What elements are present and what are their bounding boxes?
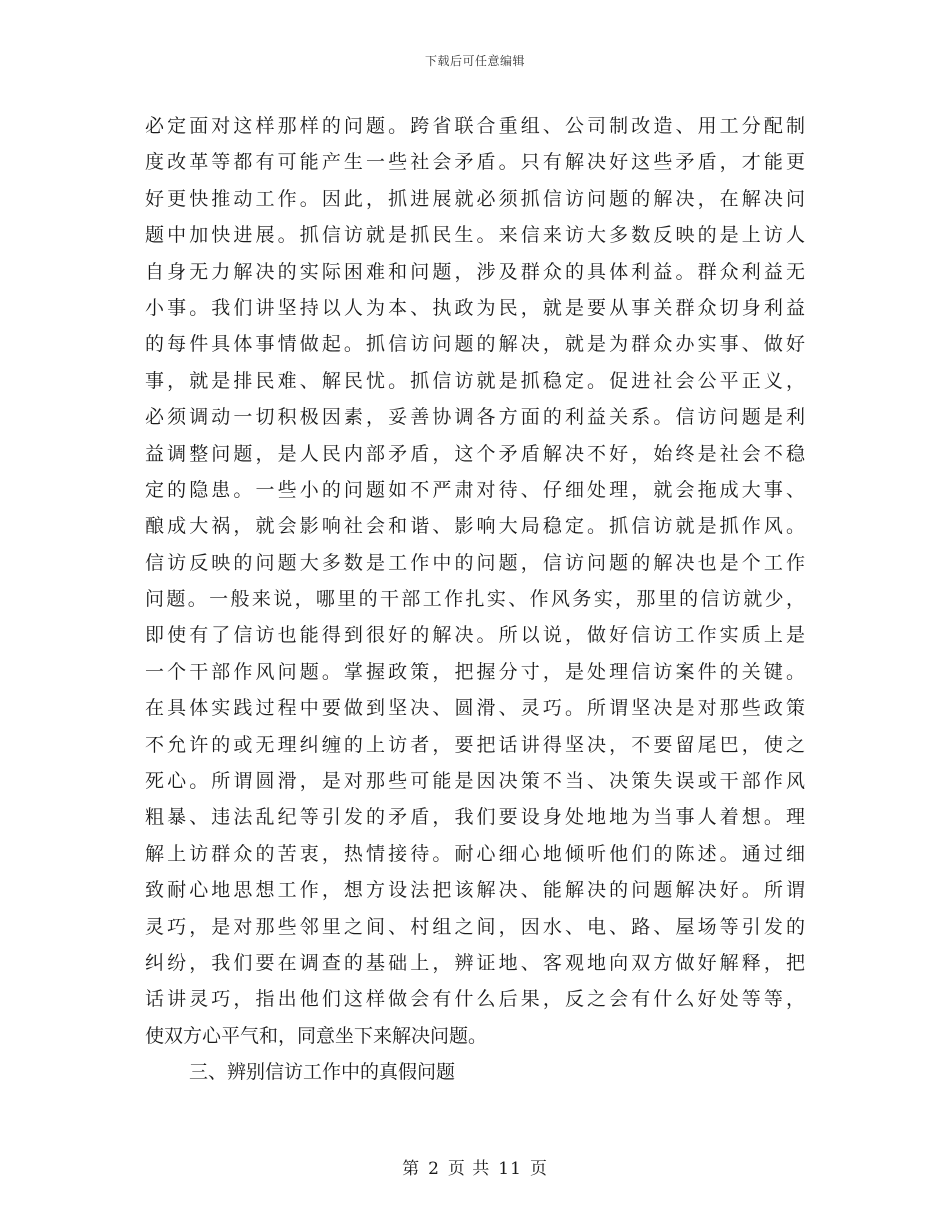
paragraph-line: 题中加快进展。抓信访就是抓民生。来信来访大多数反映的是上访人 xyxy=(145,224,805,247)
paragraph-line: 定的隐患。一些小的问题如不严肃对待、仔细处理，就会拖成大事、 xyxy=(145,478,805,501)
page-footer xyxy=(0,1154,950,1179)
paragraph-line: 事，就是排民难、解民忧。抓信访就是抓稳定。促进社会公平正义， xyxy=(145,369,805,392)
paragraph-line: 话讲灵巧，指出他们这样做会有什么后果，反之会有什么好处等等， xyxy=(145,988,805,1011)
paragraph-line: 好更快推动工作。因此，抓进展就必须抓信访问题的解决，在解决问 xyxy=(145,187,805,210)
paragraph-line: 即使有了信访也能得到很好的解决。所以说，做好信访工作实质上是 xyxy=(145,624,805,647)
document-body xyxy=(145,108,805,1091)
paragraph-line: 度改革等都有可能产生一些社会矛盾。只有解决好这些矛盾，才能更 xyxy=(145,151,805,174)
paragraph-line: 必定面对这样那样的问题。跨省联合重组、公司制改造、用工分配制 xyxy=(145,115,805,137)
paragraph-line: 粗暴、违法乱纪等引发的矛盾，我们要设身处地地为当事人着想。理 xyxy=(145,806,805,829)
paragraph-line: 死心。所谓圆滑，是对那些可能是因决策不当、决策失误或干部作风 xyxy=(145,770,805,793)
paragraph-line: 致耐心地思想工作，想方设法把该解决、能解决的问题解决好。所谓 xyxy=(145,879,805,902)
paragraph-line: 的每件具体事情做起。抓信访问题的解决，就是为群众办实事、做好 xyxy=(145,333,805,356)
paragraph-line: 一个干部作风问题。掌握政策，把握分寸，是处理信访案件的关键。 xyxy=(145,660,805,683)
paragraph-line: 解上访群众的苦衷，热情接待。耐心细心地倾听他们的陈述。通过细 xyxy=(145,842,805,865)
page-number: 2 xyxy=(428,1159,440,1179)
paragraph-line: 在具体实践过程中要做到坚决、圆滑、灵巧。所谓坚决是对那些政策 xyxy=(145,697,805,720)
paragraph-line: 问题。一般来说，哪里的干部工作扎实、作风务实，那里的信访就少， xyxy=(145,588,805,611)
paragraph-line: 小事。我们讲坚持以人为本、执政为民，就是要从事关群众切身利益 xyxy=(145,296,805,319)
paragraph-line: 不允许的或无理纠缠的上访者，要把话讲得坚决，不要留尾巴，使之 xyxy=(145,733,805,756)
paragraph-line: 自身无力解决的实际困难和问题，涉及群众的具体利益。群众利益无 xyxy=(145,260,805,283)
footer-prefix: 第 xyxy=(402,1159,421,1179)
paragraph-line: 使双方心平气和，同意坐下来解决问题。 xyxy=(145,1024,488,1047)
paragraph-line: 纠纷，我们要在调查的基础上，辨证地、客观地向双方做好解释，把 xyxy=(145,951,805,974)
footer-suffix: 页 xyxy=(529,1159,548,1179)
paragraph-line: 益调整问题，是人民内部矛盾，这个矛盾解决不好，始终是社会不稳 xyxy=(145,442,805,465)
footer-middle: 页 共 xyxy=(447,1159,491,1179)
page-header: 下载后可任意编辑 xyxy=(424,54,525,68)
section-heading: 三、辨别信访工作中的真假问题 xyxy=(189,1061,456,1084)
total-pages: 11 xyxy=(498,1159,522,1179)
paragraph-line: 必须调动一切积极因素，妥善协调各方面的利益关系。信访问题是利 xyxy=(145,406,805,429)
paragraph-line: 灵巧，是对那些邻里之间、村组之间，因水、电、路、屋场等引发的 xyxy=(145,915,805,938)
paragraph-line: 信访反映的问题大多数是工作中的问题，信访问题的解决也是个工作 xyxy=(145,551,805,574)
paragraph-line: 酿成大祸，就会影响社会和谐、影响大局稳定。抓信访就是抓作风。 xyxy=(145,515,805,538)
